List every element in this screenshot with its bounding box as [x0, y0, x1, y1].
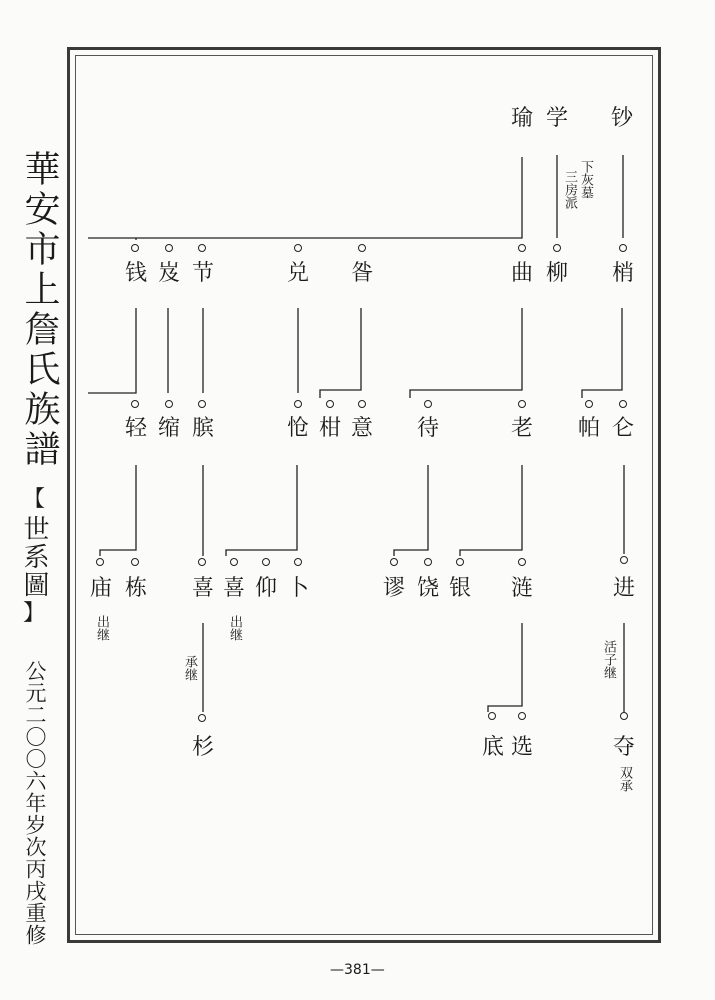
person-miu: 谬 [382, 576, 405, 601]
person-rao: 饶 [416, 576, 439, 601]
person-suo: 缩 [157, 416, 180, 441]
person-dai: 待 [416, 416, 439, 441]
genealogy-title: 華安市上詹氏族譜 [19, 150, 60, 470]
node-circle [488, 712, 496, 720]
section-title: 世系圖 [19, 515, 49, 599]
person-duo: 夺 [612, 735, 635, 760]
node-circle [294, 558, 302, 566]
person-yang: 仰 [254, 576, 277, 601]
node-circle [198, 244, 206, 252]
node-circle [358, 244, 366, 252]
node-circle [294, 244, 302, 252]
note-huoziji: 活子继 [601, 640, 616, 679]
person-qu: 曲 [510, 261, 533, 286]
node-circle [518, 712, 526, 720]
person-qian: 钱 [124, 261, 147, 286]
section-label: 【 世系圖 】 [19, 487, 49, 626]
person-chao: 钞 [610, 106, 633, 131]
node-circle [131, 244, 139, 252]
node-circle [456, 558, 464, 566]
person-zan: 昝 [350, 261, 373, 286]
person-shao: 梢 [611, 261, 634, 286]
node-circle [553, 244, 561, 252]
node-circle [326, 400, 334, 408]
node-circle [424, 558, 432, 566]
person-yu: 瑜 [510, 106, 533, 131]
node-circle [424, 400, 432, 408]
person-dong: 栋 [124, 576, 147, 601]
note-branch [562, 160, 602, 209]
person-cang: 怆 [286, 416, 309, 441]
node-circle [262, 558, 270, 566]
page-number: —381— [330, 962, 385, 978]
node-circle [131, 400, 139, 408]
person-miao: 庙 [89, 576, 112, 601]
person-xue: 学 [545, 106, 568, 131]
person-lun: 仑 [611, 416, 634, 441]
node-circle [518, 558, 526, 566]
person-bu: 卜 [286, 576, 309, 601]
person-dui: 兑 [286, 261, 309, 286]
node-circle [518, 400, 526, 408]
person-yi: 意 [350, 416, 373, 441]
person-lian: 涟 [510, 576, 533, 601]
node-circle [390, 558, 398, 566]
person-di: 底 [481, 735, 504, 760]
node-circle [620, 712, 628, 720]
node-circle [620, 556, 628, 564]
person-qing: 轻 [124, 416, 147, 441]
person-gan: 柑 [318, 416, 341, 441]
note-chuji-xi: 出继 [227, 615, 242, 641]
note-chuji-miao: 出继 [94, 615, 109, 641]
person-bin: 膑 [191, 416, 214, 441]
person-shan: 杉 [191, 735, 214, 760]
node-circle [198, 400, 206, 408]
person-liu: 柳 [545, 261, 568, 286]
note-sanfang: 三房派 [562, 170, 577, 209]
node-circle [198, 558, 206, 566]
node-circle [358, 400, 366, 408]
node-circle [518, 244, 526, 252]
node-circle [165, 400, 173, 408]
person-xi-1: 喜 [191, 576, 214, 601]
node-circle [585, 400, 593, 408]
node-circle [96, 558, 104, 566]
person-pa: 帕 [577, 416, 600, 441]
node-circle [198, 714, 206, 722]
node-circle [165, 244, 173, 252]
person-yin: 银 [448, 576, 471, 601]
person-xi-2: 喜 [222, 576, 245, 601]
person-jie: 节 [191, 261, 214, 286]
note-chengji: 承继 [182, 655, 197, 681]
person-ba: 岌 [157, 261, 180, 286]
node-circle [230, 558, 238, 566]
node-circle [294, 400, 302, 408]
note-shuangcheng: 双承 [617, 766, 632, 792]
person-jin: 进 [612, 576, 635, 601]
person-xuan: 选 [510, 735, 533, 760]
person-lao: 老 [510, 416, 533, 441]
note-xiahuimu: 下灰墓 [578, 160, 593, 199]
node-circle [619, 400, 627, 408]
node-circle [131, 558, 139, 566]
node-circle [619, 244, 627, 252]
revision-date: 公元二〇〇六年岁次丙戌重修 [23, 660, 47, 946]
